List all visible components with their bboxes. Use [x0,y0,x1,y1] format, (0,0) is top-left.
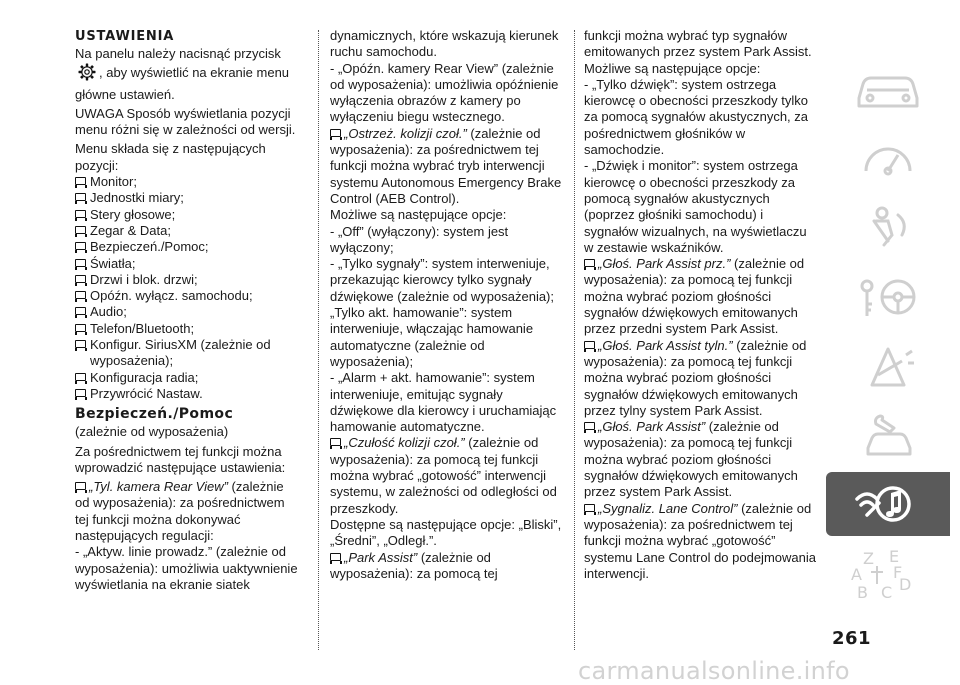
chapter-tabs [826,58,960,610]
paragraph: „Ostrzeż. kolizji czoł.” (zależnie od wyposażenia): za pośrednictwem tej funkcji można wybrać tryb interwencji systemu Autonomous Emergency Brake Control (AEB Control). [330,125,562,206]
bullet-icon [75,226,86,234]
car-icon [853,68,923,112]
paragraph: „Głoś. Park Assist prz.” (zależnie od wyposażenia): za pomocą tej funkcji można wybrać poziom głośności sygnałów dźwiękowych emitowanych przez przedni system Park Assist. [584,256,805,337]
list-item: Zegar & Data; [75,223,300,239]
bullet-icon [75,340,86,348]
menu-item-list [75,174,300,402]
list-item: Konfiguracja radia; [75,370,300,386]
bullet-icon [584,422,595,430]
index-letter: F [893,563,903,582]
index-letter: A [851,565,862,584]
tab-maintenance[interactable] [826,403,950,467]
subsection-title: Bezpieczeń./Pomoc [75,406,234,423]
tab-car[interactable] [826,58,950,122]
paragraph: (zależnie od wyposażenia) [75,424,229,440]
option-name: „Ostrzeż. kolizji czoł.” [344,125,467,141]
option-name: „Głoś. Park Assist tyln.” [598,337,733,353]
index-letter: E [889,547,900,566]
wrench-car-icon [858,410,918,460]
paragraph: „Park Assist” (zależnie od wyposażenia): za pomocą tej [330,549,498,581]
bullet-icon [75,275,86,283]
bullet-icon [584,341,595,349]
bullet-icon [75,373,86,381]
paragraph: Za pośrednictwem tej funkcji można wprowadzić następujące ustawienia: [75,443,286,475]
watermark: carmanualsonline.info [578,657,850,685]
paragraph: - „Tylko sygnały”: system interweniuje, przekazując kierowcy tylko sygnały dźwiękowe (zależnie od wyposażenia); [330,256,555,304]
list-item: Drzwi i blok. drzwi; [75,272,300,288]
paragraph: Dostępne są następujące opcje: „Bliski”, „Średni”, „Odległ.”. [330,516,562,549]
bullet-icon [75,177,86,185]
bullet-icon [584,259,595,267]
bullet-icon [330,438,341,446]
bullet-icon [330,553,341,561]
bullet-icon [584,504,595,512]
seatbelt-airbag-icon [858,203,918,253]
list-item: Jednostki miary; [75,190,300,206]
paragraph: Możliwe są następujące opcje: [584,60,761,76]
bullet-icon [75,242,86,250]
option-name: „Głoś. Park Assist prz.” [598,256,731,272]
key-steering-wheel-icon [853,272,923,322]
paragraph: „Tyl. kamera Rear View” (zależnie od wyposażenia): za pośrednictwem tej funkcji można dokonywać następujących regulacji: [75,479,285,544]
section-title: USTAWIENIA [75,29,175,44]
list-item: Opóźn. wyłącz. samochodu; [75,288,300,304]
paragraph: „Głoś. Park Assist” (zależnie od wyposażenia): za pomocą tej funkcji można wybrać poziom głośności sygnałów dźwiękowych emitowanych przez system Park Assist. [584,419,798,500]
paragraph: - „Dźwięk i monitor”: system ostrzega kierowcę o obecności przeszkody za pomocą sygnałów akustycznych (poprzez głośniki samochodu) i sygnałów wizualnych, na wyświetlaczu w zestawie wskaźników. [584,158,807,255]
tab-safety[interactable] [826,196,950,260]
dashboard-gauge-icon [858,137,918,181]
list-item: Przywrócić Nastaw. [75,386,300,402]
paragraph: „Tylko akt. hamowanie”: system interweniuje, włączając hamowanie automatyczne (zależnie od wyposażenia); [330,305,534,369]
paragraph [75,46,300,103]
bullet-icon [75,482,86,490]
bullet-icon [75,259,86,267]
tab-emergency[interactable] [826,334,950,398]
bullet-icon [75,291,86,299]
column-3 [584,28,816,582]
column-1 [75,28,300,593]
column-separator [318,30,319,650]
index-letter: C [881,583,893,602]
tab-starting[interactable] [826,265,950,329]
index-letter: Z [863,549,874,568]
warning-triangle-icon [858,341,918,391]
tab-dashboard[interactable] [826,127,950,191]
audio-navigation-icon [853,477,923,531]
paragraph: - „Tylko dźwięk”: system ostrzega kierowcę o obecności przeszkody tylko za pomocą sygnałów akustycznych, za pośrednictwem głośników w samochodzie. [584,76,808,158]
bullet-icon [75,324,86,332]
bullet-icon [75,193,86,201]
option-name: „Sygnaliz. Lane Control” [598,500,738,516]
index-letters-icon [843,544,933,602]
bullet-icon [75,210,86,218]
page-number: 261 [832,628,872,649]
paragraph: dynamicznych, które wskazują kierunek ruchu samochodu. [330,28,559,60]
bullet-icon [75,307,86,315]
column-2 [330,28,565,582]
list-item: Telefon/Bluetooth; [75,321,300,337]
column-separator [574,30,575,650]
option-name: „Tyl. kamera Rear View” [89,479,228,495]
option-name: „Park Assist” [344,549,418,565]
paragraph: „Czułość kolizji czoł.” (zależnie od wyposażenia): za pomocą tej funkcji można wybrać „gotowość” interwencji systemu, w zależności od odległości od przeszkody. [330,435,557,516]
paragraph: - „Alarm + akt. hamowanie”: system interweniuje, emitując sygnały dźwiękowe dla kierowcy i uruchamiając hamowanie automatyczne. [330,370,557,435]
list-item: Konfigur. SiriusXM (zależnie od wyposażenia); [75,337,300,370]
text-run: , aby wyświetlić na ekranie menu główne ustawień. [75,65,290,102]
option-name: „Czułość kolizji czoł.” [344,435,465,451]
paragraph: „Sygnaliz. Lane Control” (zależnie od wyposażenia): za pośrednictwem tej funkcji można wybrać „gotowość” systemu Lane Control do podejmowania interwencji. [584,500,816,581]
index-letter: B [857,583,868,602]
option-name: „Głoś. Park Assist” [598,419,706,435]
gear-settings-icon [77,62,97,86]
index-letter: D [899,575,912,594]
list-item: Monitor; [75,174,300,190]
list-item: Audio; [75,304,300,320]
paragraph: UWAGA Sposób wyświetlania pozycji menu różni się w zależności od wersji. [75,105,296,138]
paragraph: „Głoś. Park Assist tyln.” (zależnie od wyposażenia): za pomocą tej funkcji można wybrać poziom głośności sygnałów dźwiękowych emitowanych przez tylny system Park Assist. [584,337,807,418]
list-item: Stery głosowe; [75,207,300,223]
list-item: Bezpieczeń./Pomoc; [75,239,300,255]
paragraph: - „Aktyw. linie prowadz.” (zależnie od wyposażenia): umożliwia uaktywnienie wyświetlania na ekranie siatek [75,544,298,592]
paragraph: Menu składa się z następujących pozycji: [75,141,266,173]
bullet-icon [75,389,86,397]
tab-index[interactable] [826,541,950,605]
bullet-icon [330,129,341,137]
tab-multimedia[interactable] [826,472,950,536]
paragraph: - „Opóźn. kamery Rear View” (zależnie od wyposażenia): umożliwia opóźnienie wyłączenia obrazów z kamery po wyłączeniu biegu wstecznego. [330,60,559,125]
text-run: Na panelu należy nacisnąć przycisk [75,46,281,61]
paragraph: - „Off” (wyłączony): system jest wyłączony; [330,223,509,255]
paragraph: Możliwe są następujące opcje: [330,207,507,223]
list-item: Światła; [75,256,300,272]
paragraph: funkcji można wybrać typ sygnałów emitowanych przez system Park Assist. [584,28,812,60]
